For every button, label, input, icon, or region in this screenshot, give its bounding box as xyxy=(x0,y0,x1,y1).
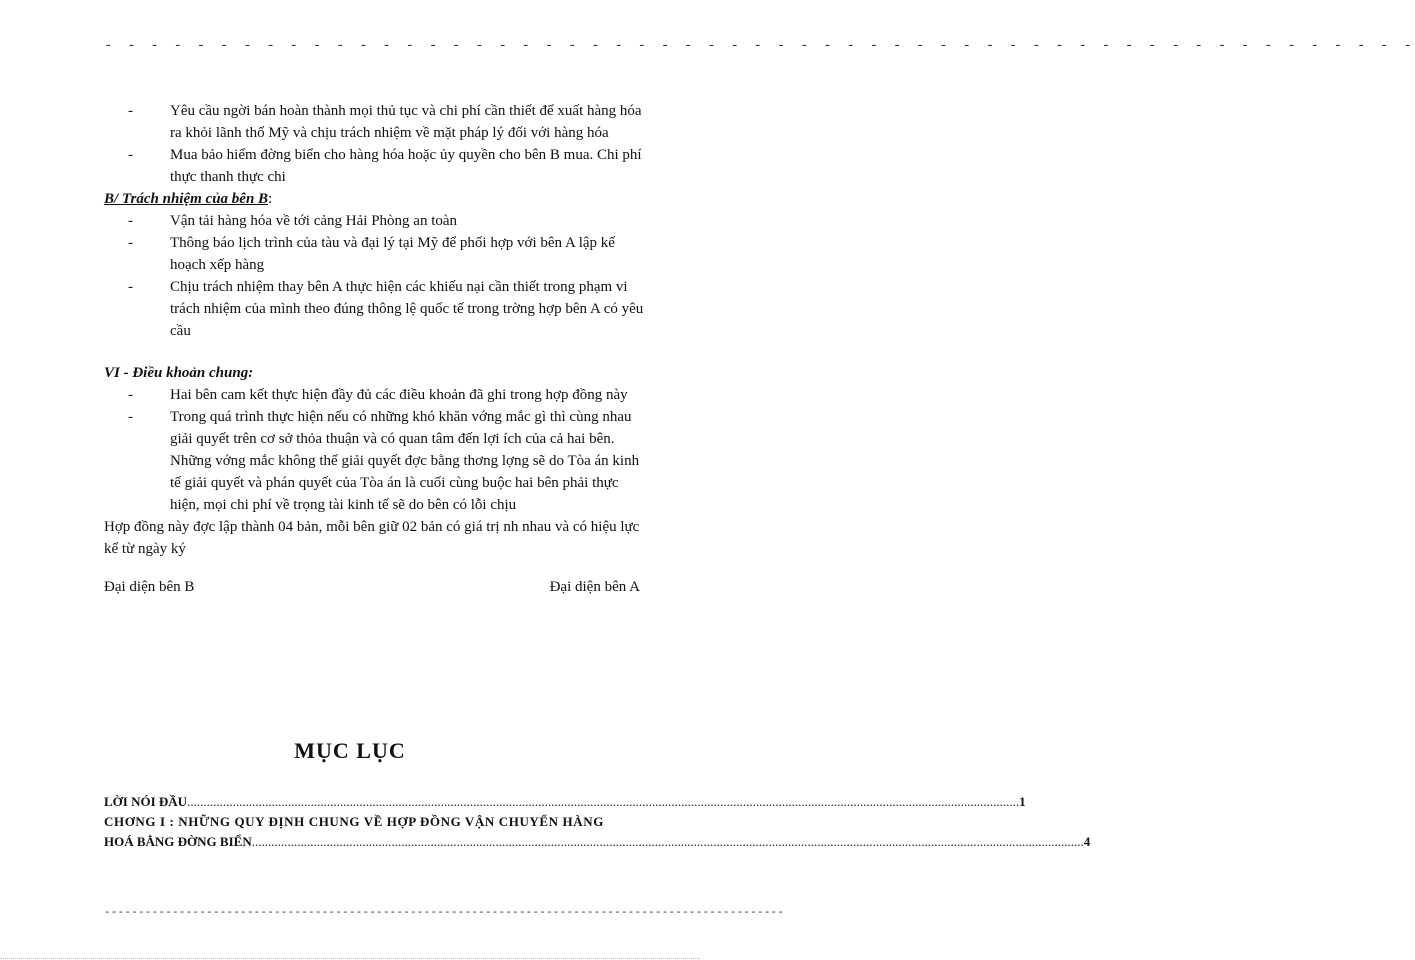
list-item-text: Mua bảo hiểm đờng biển cho hàng hóa hoặc ủy quyền cho bên B mua. Chi phí thực thanh thực chi xyxy=(170,147,642,185)
section-b-heading-colon: : xyxy=(268,191,273,207)
toc-entry-label: LỜI NÓI ĐẦU xyxy=(104,794,188,809)
toc-leader-dots xyxy=(252,832,1084,852)
list-item-text: Trong quá trình thực hiện nếu có những khó khăn vớng mắc gì thì cùng nhau giải quyết trên cơ sở thỏa thuận và có quan tâm đến lợi ích của cả hai bên. Những vớng mắc không thể giải quyết đợc bằng thơng lợng sẽ do Tòa án kinh tế giải quyết và phán quyết của Tòa án là cuối cùng buộc hai bên phải thực hiện, mọi chi phí về trọng tài kinh tế sẽ do bên có lỗi chịu xyxy=(170,409,640,513)
list-item-text: Yêu cầu ngời bán hoàn thành mọi thủ tục và chi phí cần thiết để xuất hàng hóa ra khỏi lãnh thổ Mỹ và chịu trách nhiệm về mặt pháp lý đối với hàng hóa xyxy=(170,103,642,141)
list-item xyxy=(128,276,644,342)
section-vi-heading: VI - Điều khoản chung: xyxy=(104,365,254,381)
bullet-dash: - xyxy=(128,235,133,251)
page-edge xyxy=(0,958,700,959)
table-of-contents xyxy=(104,792,1091,852)
list-item-text: Thông báo lịch trình của tàu và đại lý tại Mỹ để phối hợp với bên A lập kế hoạch xếp hàng xyxy=(170,235,615,273)
footer-dashed-rule: ---------------------------------------------------------------------------------------------------- xyxy=(104,907,785,919)
toc-leader-dots xyxy=(187,792,1019,812)
signature-row xyxy=(104,576,640,598)
toc-entry[interactable] xyxy=(104,792,1026,812)
list-item xyxy=(128,406,644,516)
bullet-dash: - xyxy=(128,147,133,163)
list-item xyxy=(128,100,644,144)
bullet-dash: - xyxy=(128,103,133,119)
toc-entry-line[interactable]: CHƠNG I : NHỮNG QUY ĐỊNH CHUNG VỀ HỢP ĐỒNG VẬN CHUYỂN HÀNG xyxy=(104,814,604,829)
bullet-dash: - xyxy=(128,387,133,403)
header-dashed-rule: - - - - - - - - - - - - - - - - - - - - - - - - - - - - - - - - - - - - - - - - - - - - - - - - - - - - - - - - - xyxy=(104,38,1415,54)
toc-entry-page: 4 xyxy=(1083,834,1091,849)
list-item xyxy=(128,144,644,188)
bullet-dash: - xyxy=(128,213,133,229)
signature-right: Đại diện bên A xyxy=(549,579,640,595)
toc-entry-label: HOÁ BẰNG ĐỜNG BIỂN xyxy=(104,834,252,849)
list-item xyxy=(128,384,644,406)
toc-entry[interactable] xyxy=(104,832,1091,852)
document-body xyxy=(104,100,644,598)
section-b-heading-text: B/ Trách nhiệm của bên B xyxy=(104,191,269,207)
signature-left: Đại diện bên B xyxy=(104,579,195,595)
bullet-dash: - xyxy=(128,409,133,425)
list-item xyxy=(128,232,644,276)
closing-paragraph: Hợp đồng này đợc lập thành 04 bản, mỗi bên giữ 02 bản có giá trị nh nhau và có hiệu lực kể từ ngày ký xyxy=(104,519,640,557)
list-item xyxy=(128,210,644,232)
spacer xyxy=(104,342,644,362)
list-item-text: Vận tải hàng hóa về tới cảng Hải Phòng an toàn xyxy=(170,213,458,229)
list-item-text: Chịu trách nhiệm thay bên A thực hiện các khiếu nại cần thiết trong phạm vi trách nhiệm của mình theo đúng thông lệ quốc tế trong trờng hợp bên A có yêu cầu xyxy=(170,279,644,339)
bullet-dash: - xyxy=(128,279,133,295)
toc-entry-page: 1 xyxy=(1019,794,1026,809)
section-b-heading xyxy=(104,188,644,210)
toc-title: MỤC LỤC xyxy=(294,738,406,763)
list-item-text: Hai bên cam kết thực hiện đầy đủ các điều khoản đã ghi trong hợp đồng này xyxy=(170,387,628,403)
